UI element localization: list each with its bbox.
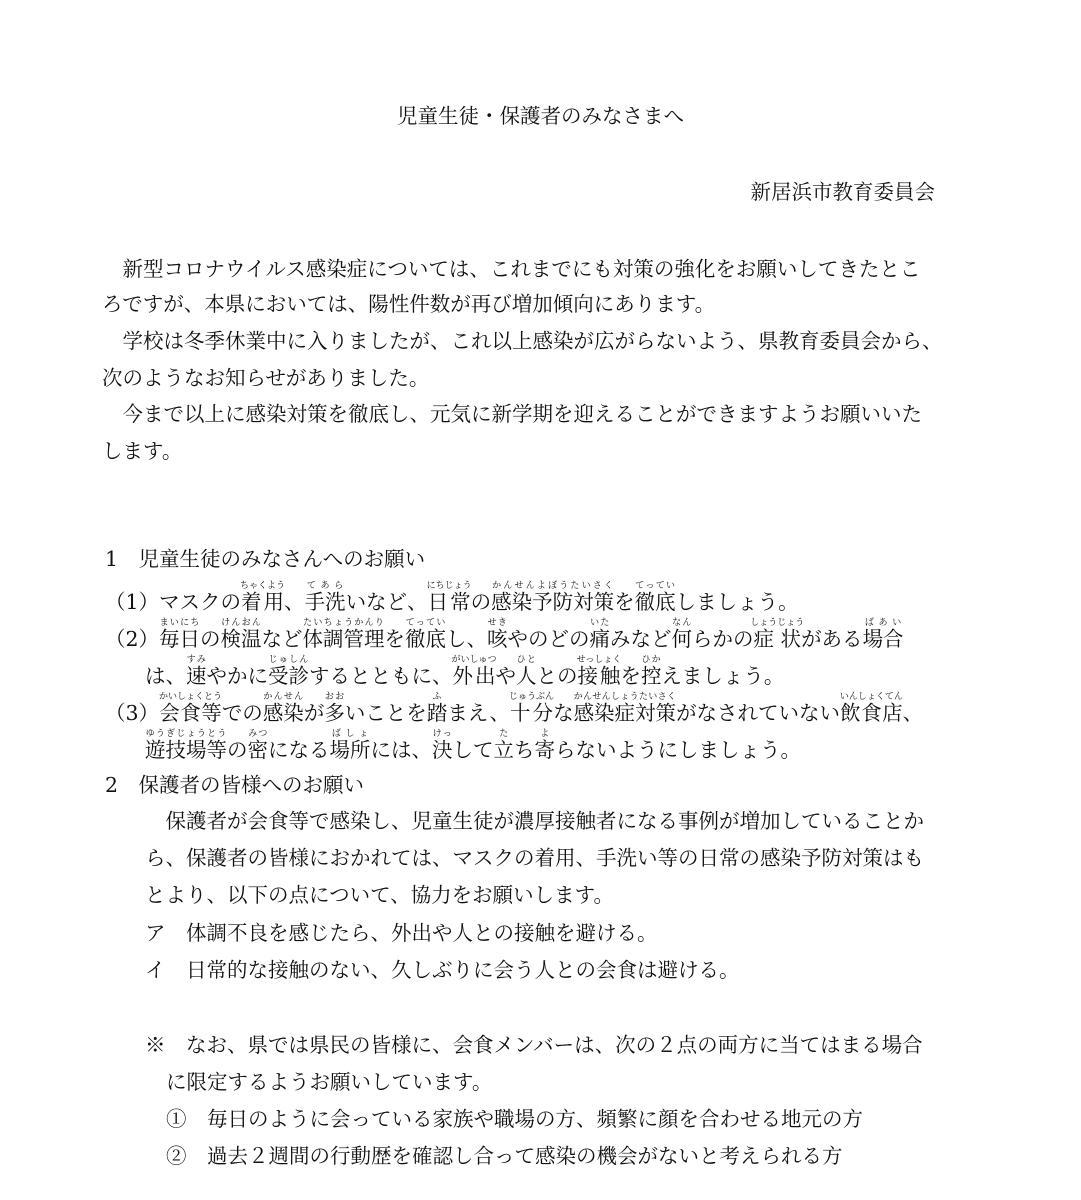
ruby-word: 感染かんせん xyxy=(262,692,304,725)
intro-line-4: 次のようなお知らせがありました。 xyxy=(102,366,430,390)
ruby-word: 速すみ xyxy=(186,655,207,688)
ruby-reading: かいしょくとう xyxy=(159,692,223,702)
ruby-reading: じゅうぶん xyxy=(509,692,555,702)
ruby-reading: みつ xyxy=(247,729,268,739)
ruby-word: 感染症対策かんせんしょうたいさく xyxy=(573,692,677,725)
ruby-word: 遊技場等ゆうぎじょうとう xyxy=(145,729,227,762)
ruby-word: 寄よ xyxy=(534,729,555,762)
section2-heading: 2 保護者の皆様へのお願い xyxy=(105,773,365,797)
ruby-reading: なん xyxy=(671,618,693,628)
item2-line2: は、速すみやかに受診じゅしんするとともに、外出がいしゅつや人ひととの接触せっしょくを控ひかえましょう。 xyxy=(145,655,785,688)
ruby-reading: いんしょくてん xyxy=(839,692,903,702)
ruby-reading: いた xyxy=(589,618,611,628)
ruby-reading: ばあい xyxy=(862,618,904,628)
item3-line1: 会食等かいしょくとうでの感染かんせんが多おおいことを踏ふまえ、十分じゅうぶんな感染症対策かんせんしょうたいさくがなされていない飲食店いんしょくてん、 xyxy=(159,692,924,725)
ruby-reading: てあら xyxy=(304,581,346,591)
ruby-reading: かんせんしょうたいさく xyxy=(573,692,677,702)
note-condition-1: ① 毎日のように会っている家族や職場の方、頻繁に顔を合わせる地元の方 xyxy=(166,1107,863,1131)
note-line-2: に限定するようお願いしています。 xyxy=(166,1070,493,1094)
ruby-reading: ふ xyxy=(426,692,448,702)
ruby-word: 多おお xyxy=(324,692,345,725)
ruby-reading: せき xyxy=(487,618,508,628)
ruby-reading: ひか xyxy=(640,655,662,665)
ruby-reading: おお xyxy=(324,692,345,702)
intro-line-1: 新型コロナウイルス感染症については、これまでにも対策の強化をお願いしてきたとこ xyxy=(102,257,921,281)
ruby-word: 飲食店いんしょくてん xyxy=(839,692,903,725)
ruby-reading: ばしょ xyxy=(329,729,371,739)
ruby-reading: すみ xyxy=(186,655,207,665)
ruby-word: 体調管理たいちょうかんり xyxy=(302,618,385,651)
ruby-reading: けんおん xyxy=(220,618,262,628)
ruby-reading: せっしょく xyxy=(576,655,622,665)
ruby-reading: てってい xyxy=(405,618,447,628)
ruby-reading: た xyxy=(493,729,514,739)
section1-item2 xyxy=(105,618,904,651)
ruby-reading: ゆうぎじょうとう xyxy=(145,729,227,739)
ruby-word: 場合ばあい xyxy=(862,618,904,651)
ruby-reading: にちじょう xyxy=(426,581,472,591)
ruby-word: 立た xyxy=(493,729,514,762)
ruby-word: 控ひか xyxy=(640,655,662,688)
ruby-reading: たいちょうかんり xyxy=(302,618,385,628)
intro-line-5: 今まで以上に感染対策を徹底し、元気に新学期を迎えることができますようお願いいた xyxy=(102,402,922,426)
ruby-reading: かんせん xyxy=(262,692,304,702)
ruby-word: 外出がいしゅつ xyxy=(451,655,497,688)
section2-para-line-3: とより、以下の点について、協力をお願いします。 xyxy=(145,883,615,907)
ruby-word: 着用ちゃくよう xyxy=(240,581,286,614)
ruby-word: 検温けんおん xyxy=(220,618,262,651)
ruby-word: 十分じゅうぶん xyxy=(509,692,555,725)
ruby-reading: ひと xyxy=(516,655,537,665)
section1-item3 xyxy=(105,692,923,725)
ruby-word: 症状しょうじょう xyxy=(750,618,805,651)
page-title: 児童生徒・保護者のみなさまへ xyxy=(397,104,684,128)
ruby-word: 徹底てってい xyxy=(634,581,676,614)
ruby-word: 徹底てってい xyxy=(405,618,447,651)
ruby-word: 人ひと xyxy=(516,655,537,688)
ruby-word: 会食等かいしょくとう xyxy=(159,692,223,725)
section2-item-a: ア 体調不良を感じたら、外出や人との接触を避ける。 xyxy=(145,921,658,945)
ruby-word: 接触せっしょく xyxy=(576,655,622,688)
section2-item-i: イ 日常的な接触のない、久しぶりに会う人との会食は避ける。 xyxy=(145,958,740,982)
note-condition-2: ② 過去２週間の行動歴を確認し合って感染の機会がないと考えられる方 xyxy=(166,1144,843,1168)
item1-line1: マスクの着用ちゃくよう、手洗てあらいなど、日常にちじょうの感染予防対策かんせんよぼうたいさくを徹底てっていしましょう。 xyxy=(159,581,799,614)
ruby-word: 密みつ xyxy=(247,729,268,762)
item1-number: （1） xyxy=(105,590,160,614)
ruby-word: 場所ばしょ xyxy=(329,729,371,762)
ruby-reading: ちゃくよう xyxy=(240,581,286,591)
ruby-word: 決けっ xyxy=(432,729,453,762)
ruby-reading: かんせんよぼうたいさく xyxy=(491,581,615,591)
ruby-word: 毎日まいにち xyxy=(159,618,201,651)
ruby-word: 痛いた xyxy=(589,618,611,651)
item2-number: （2） xyxy=(105,627,160,651)
section1-heading: 1 児童生徒のみなさんへのお願い xyxy=(105,547,426,571)
ruby-word: 咳せき xyxy=(487,618,508,651)
note-line-1: ※ なお、県では県民の皆様に、会食メンバーは、次の２点の両方に当てはまる場合 xyxy=(145,1033,923,1057)
issuer-name: 新居浜市教育委員会 xyxy=(750,180,935,204)
item3-line2: 遊技場等ゆうぎじょうとうの密みつになる場所ばしょには、決けっして立たち寄よらないようにしましょう。 xyxy=(145,729,801,762)
ruby-word: 受診じゅしん xyxy=(268,655,309,688)
intro-line-6: します。 xyxy=(102,439,183,463)
section1-item1 xyxy=(105,581,799,614)
ruby-reading: がいしゅつ xyxy=(451,655,497,665)
item2-line1: 毎日まいにちの検温けんおんなど体調管理たいちょうかんりを徹底てっていし、咳せきやのどの痛いたみなど何なんらかの症状しょうじょうがある場合ばあい xyxy=(159,618,904,651)
ruby-reading: てってい xyxy=(634,581,676,591)
ruby-word: 感染予防対策かんせんよぼうたいさく xyxy=(491,581,615,614)
section2-para-line-1: 保護者が会食等で感染し、児童生徒が濃厚接触者になる事例が増加していることか xyxy=(145,809,924,833)
ruby-word: 手洗てあら xyxy=(304,581,346,614)
ruby-reading: けっ xyxy=(432,729,453,739)
ruby-word: 踏ふ xyxy=(426,692,448,725)
ruby-reading: まいにち xyxy=(159,618,201,628)
ruby-reading: じゅしん xyxy=(268,655,309,665)
ruby-word: 日常にちじょう xyxy=(426,581,472,614)
ruby-word: 何なん xyxy=(671,618,693,651)
intro-line-3: 学校は冬季休業中に入りましたが、これ以上感染が広がらないよう、県教育委員会から、 xyxy=(102,329,943,353)
section2-para-line-2: ら、保護者の皆様におかれては、マスクの着用、手洗い等の日常の感染予防対策はも xyxy=(145,846,924,870)
intro-line-2: ろですが、本県においては、陽性件数が再び増加傾向にあります。 xyxy=(102,292,716,316)
ruby-reading: しょうじょう xyxy=(750,618,805,628)
item3-number: （3） xyxy=(105,701,160,725)
ruby-reading: よ xyxy=(534,729,555,739)
